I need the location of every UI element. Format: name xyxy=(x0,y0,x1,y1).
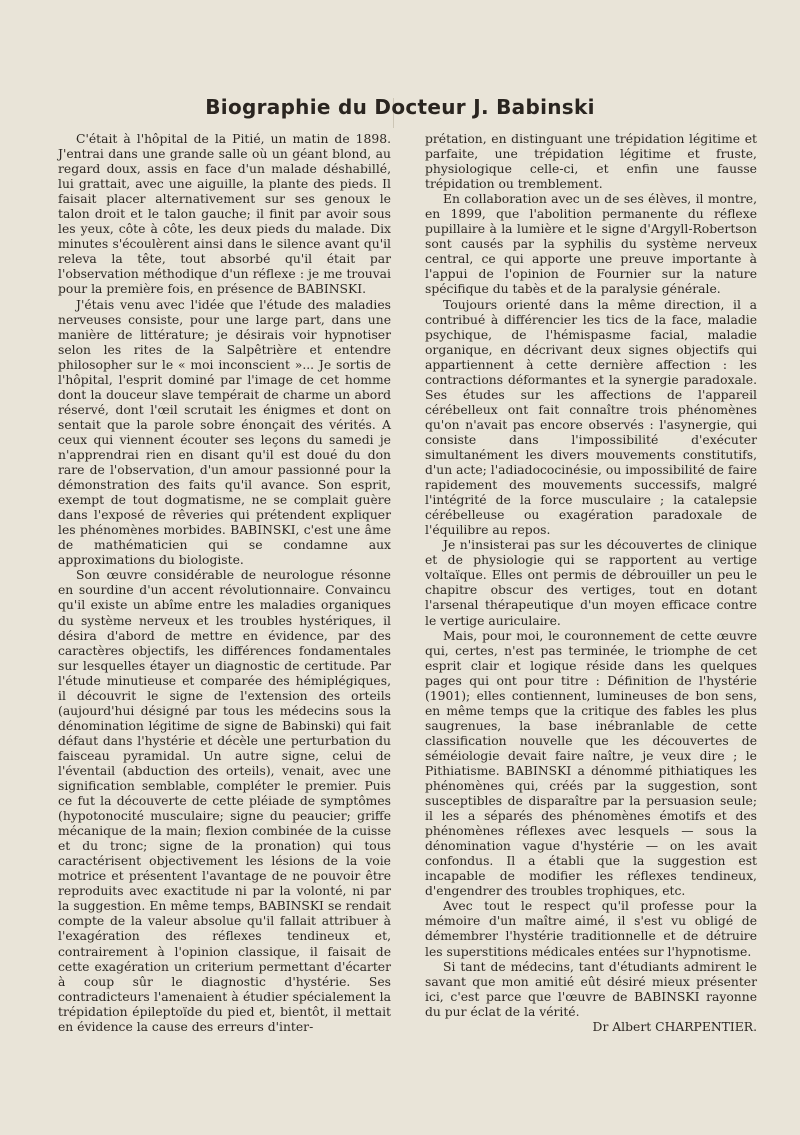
paragraph: Je n'insisterai pas sur les découvertes de clinique et de physiologie qui se rapportent au vertige voltaïque. Elles ont permis de débrouiller un peu le chapitre obscur des vertiges, tout en dotant l'arsenal thérapeutique d'un moyen efficace contre le vertige auriculaire. xyxy=(425,538,757,628)
paragraph: Son œuvre considérable de neurologue résonne en sourdine d'un accent révolutionnaire. Convaincu qu'il existe un abîme entre les maladies organiques du système nerveux et les troubles hystériques, il désira d'abord de mettre en évidence, par des caractères objectifs, les différences fondamentales sur lesquelles étayer un diagnostic de certitude. Par l'étude minutieuse et comparée des hémiplégiques, il découvrit le signe de l'extension des orteils (aujourd'hui désigné par tous les médecins sous la dénomination légitime de signe de Babinski) qui fait défaut dans l'hystérie et décèle une perturbation du faisceau pyramidal. Un autre signe, celui de l'éventail (abduction des orteils), venait, avec une signification semblable, compléter le premier. Puis ce fut la découverte de cette pléiade de symptômes (hypotonocité musculaire; signe du peaucier; griffe mécanique de la main; flexion combinée de la cuisse et du tronc; signe de la pronation) qui tous caractérisent objectivement les lésions de la voie motrice et présentent l'avantage de ne pouvoir être reproduits avec exactitude ni par la volonté, ni par la suggestion. En même temps, BABINSKI se rendait compte de la valeur absolue qu'il fallait attribuer à l'exagération des réflexes tendineux et, contrairement à l'opinion classique, il faisait de cette exagération un criterium permettant d'écarter à coup sûr le diagnostic d'hystérie. Ses contradicteurs l'amenaient à étudier spécialement la trépidation épileptoïde du pied et, bientôt, il mettait en évidence la cause des erreurs d'inter- xyxy=(58,568,391,1034)
paragraph: En collaboration avec un de ses élèves, il montre, en 1899, que l'abolition permanente du réflexe pupillaire à la lumière et le signe d'Argyll-Robertson sont causés par la syphilis du système nerveux central, ce qui apporte une preuve importante à l'appui de l'opinion de Fournier sur la nature spécifique du tabès et de la paralysie générale. xyxy=(425,192,757,297)
paragraph: Toujours orienté dans la même direction, il a contribué à différencier les tics de la face, maladie psychique, de l'hémispasme facial, maladie organique, en décrivant deux signes objectifs qui appartiennent à cette dernière affection : les contractions déformantes et la synergie paradoxale. Ses études sur les affections de l'appareil cérébelleux ont fait connaître trois phénomènes qu'on n'avait pas encore observés : l'asynergie, qui consiste dans l'impossibilité d'exécuter simultanément les divers mouvements constitutifs, d'un acte; l'adiadococinésie, ou impossibilité de faire rapidement des mouvements successifs, malgré l'intégrité de la force musculaire ; la catalepsie cérébelleuse ou exagération paradoxale de l'équilibre au repos. xyxy=(425,297,757,538)
paragraph: Avec tout le respect qu'il professe pour la mémoire d'un maître aimé, il s'est vu obligé de démembrer l'hystérie traditionnelle et de détruire les superstitions médicales entées sur l'hypnotisme. xyxy=(425,899,757,959)
signature: Dr Albert CHARPENTIER. xyxy=(592,1019,757,1034)
paragraph: J'étais venu avec l'idée que l'étude des maladies nerveuses consiste, pour une large part, dans une manière de littérature; je désirais voir hypnotiser selon les rites de la Salpêtrière et entendre philosopher sur le « moi inconscient »... Je sortis de l'hôpital, l'esprit dominé par l'image de cet homme dont la douceur slave tempérait de charme un abord réservé, dont l'œil scrutait les énigmes et dont on sentait que la parole sobre énonçait des vérités. A ceux qui viennent écouter ses leçons du samedi je n'apprendrai rien en disant qu'il est doué du don rare de l'observation, d'un amour passionné pour la démonstration des faits qu'il avance. Son esprit, exempt de tout dogmatisme, ne se complait guère dans l'exposé de rêveries qui prétendent expliquer les phénomènes morbides. BABINSKI, c'est une âme de mathématicien qui se condamne aux approximations du biologiste. xyxy=(58,297,391,568)
page-title: Biographie du Docteur J. Babinski xyxy=(205,95,595,120)
left-column xyxy=(58,132,391,1035)
paragraph: Si tant de médecins, tant d'étudiants admirent le savant que mon amitié eût désiré mieux présenter ici, c'est parce que l'œuvre de BABINSKI rayonne du pur éclat de la vérité. xyxy=(425,959,757,1019)
paragraph: C'était à l'hôpital de la Pitié, un matin de 1898. J'entrai dans une grande salle où un géant blond, au regard doux, assis en face d'un malade déshabillé, lui grattait, avec une aiguille, la plante des pieds. Il faisait placer alternativement sur ses genoux le talon droit et le talon gauche; il finit par avoir sous les yeux, côte à côte, les deux pieds du malade. Dix minutes s'écoulèrent ainsi dans le silence avant qu'il releva la tête, tout absorbé qu'il était par l'observation méthodique d'un réflexe : je me trouvai pour la première fois, en présence de BABINSKI. xyxy=(58,132,391,297)
paragraph: Mais, pour moi, le couronnement de cette œuvre qui, certes, n'est pas terminée, le triomphe de cet esprit clair et logique réside dans les quelques pages qui ont pour titre : Définition de l'hystérie (1901); elles contiennent, lumineuses de bon sens, en même temps que la critique des fables les plus saugrenues, la base inébranlable de cette classification nouvelle que les découvertes de séméiologie devait faire naître, je veux dire ; le Pithiatisme. BABINSKI a dénommé pithiatiques les phénomènes qui, créés par la suggestion, sont susceptibles de disparaître par la persuasion seule; il les a séparés des phénomènes émotifs et des phénomènes réflexes avec lesquels — sous la dénomination vague d'hystérie — on les avait confondus. Il a établi que la suggestion est incapable de modifier les réflexes tendineux, d'engendrer des troubles trophiques, etc. xyxy=(425,628,757,899)
right-column xyxy=(425,132,757,1035)
paragraph: prétation, en distinguant une trépidation légitime et parfaite, une trépidation légitime et fruste, physiologique celle-ci, et enfin une fausse trépidation ou tremblement. xyxy=(425,132,757,192)
